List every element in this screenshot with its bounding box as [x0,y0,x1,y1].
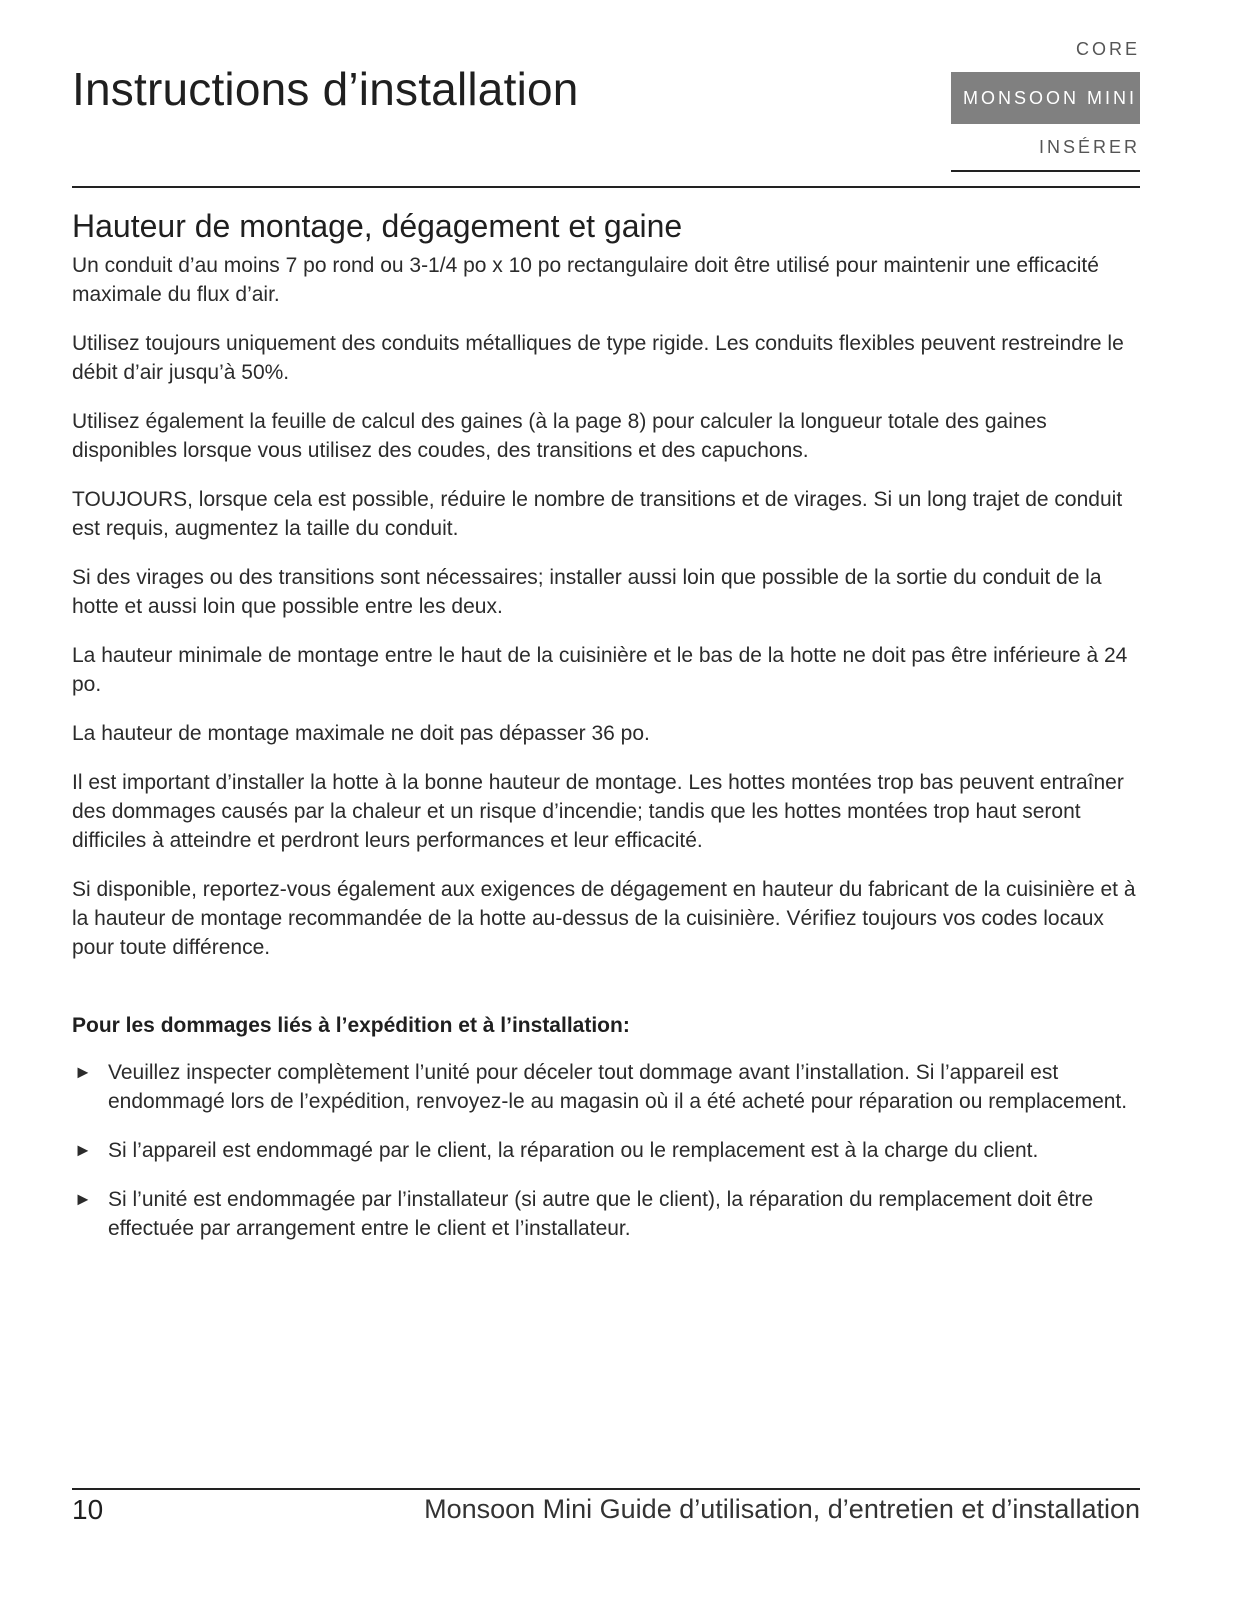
page-title: Instructions d’installation [72,63,579,115]
footer-divider [72,1488,1140,1490]
paragraph: Il est important d’installer la hotte à la bonne hauteur de montage. Les hottes montées trop bas peuvent entraîner des dommages causés par la chaleur et un risque d’incendie; tandis que les hottes montées trop haut seront difficiles à atteindre et perdront leurs performances et leur efficacité. [72,771,1124,852]
paragraph: Si disponible, reportez-vous également aux exigences de dégagement en hauteur du fabricant de la cuisinière et à la hauteur de montage recommandée de la hotte au-dessus de la cuisinière. Vérifiez toujours vos codes locaux pour toute différence. [72,878,1136,959]
paragraph: Utilisez également la feuille de calcul des gaines (à la page 8) pour calculer la longueur totale des gaines disponibles lorsque vous utilisez des coudes, des transitions et des capuchons. [72,410,1047,462]
paragraph: Si des virages ou des transitions sont nécessaires; installer aussi loin que possible de la sortie du conduit de la hotte et aussi loin que possible entre les deux. [72,566,1102,618]
page-number: 10 [72,1494,104,1525]
triangle-bullet-icon: ► [74,1140,92,1160]
paragraph: Un conduit d’au moins 7 po rond ou 3-1/4 po x 10 po rectangulaire doit être utilisé pour maintenir une efficacité maximale du flux d’air. [72,254,1099,306]
paragraph: La hauteur minimale de montage entre le haut de la cuisinière et le bas de la hotte ne doit pas être inférieure à 24 po. [72,644,1128,696]
header-divider [72,186,1140,188]
paragraph: TOUJOURS, lorsque cela est possible, réduire le nombre de transitions et de virages. Si un long trajet de conduit est requis, augmentez la taille du conduit. [72,488,1123,540]
list-item-text: Si l’unité est endommagée par l’installateur (si autre que le client), la réparation du remplacement doit être effectuée par arrangement entre le client et l’installateur. [108,1188,1094,1240]
triangle-bullet-icon: ► [74,1062,92,1082]
section-tabs [951,30,1140,172]
main-content [72,208,1140,1263]
list-item [72,1185,1140,1243]
damage-heading: Pour les dommages liés à l’expédition et à l’installation: [72,1014,630,1037]
list-item-text: Si l’appareil est endommagé par le client, la réparation ou le remplacement est à la charge du client. [108,1139,1039,1162]
damage-list [72,1058,1140,1243]
tab-core[interactable]: CORE [1075,39,1140,59]
paragraph: La hauteur de montage maximale ne doit pas dépasser 36 po. [72,722,650,745]
paragraph: Utilisez toujours uniquement des conduits métalliques de type rigide. Les conduits flexibles peuvent restreindre le débit d’air jusqu’à 50%. [72,332,1124,384]
triangle-bullet-icon: ► [74,1189,92,1209]
tab-inserer[interactable]: INSÉRER [951,124,1140,172]
list-item [72,1058,1140,1116]
footer-title: Monsoon Mini Guide d’utilisation, d’entretien et d’installation [424,1494,1140,1524]
section-heading: Hauteur de montage, dégagement et gaine [72,208,683,244]
list-item [72,1136,1140,1165]
tab-monsoon-mini[interactable]: MONSOON MINI [951,72,1140,124]
list-item-text: Veuillez inspecter complètement l’unité pour déceler tout dommage avant l’installation. Si l’appareil est endommagé lors de l’expédition, renvoyez-le au magasin où il a été acheté pour réparation ou remplacement. [108,1061,1128,1113]
